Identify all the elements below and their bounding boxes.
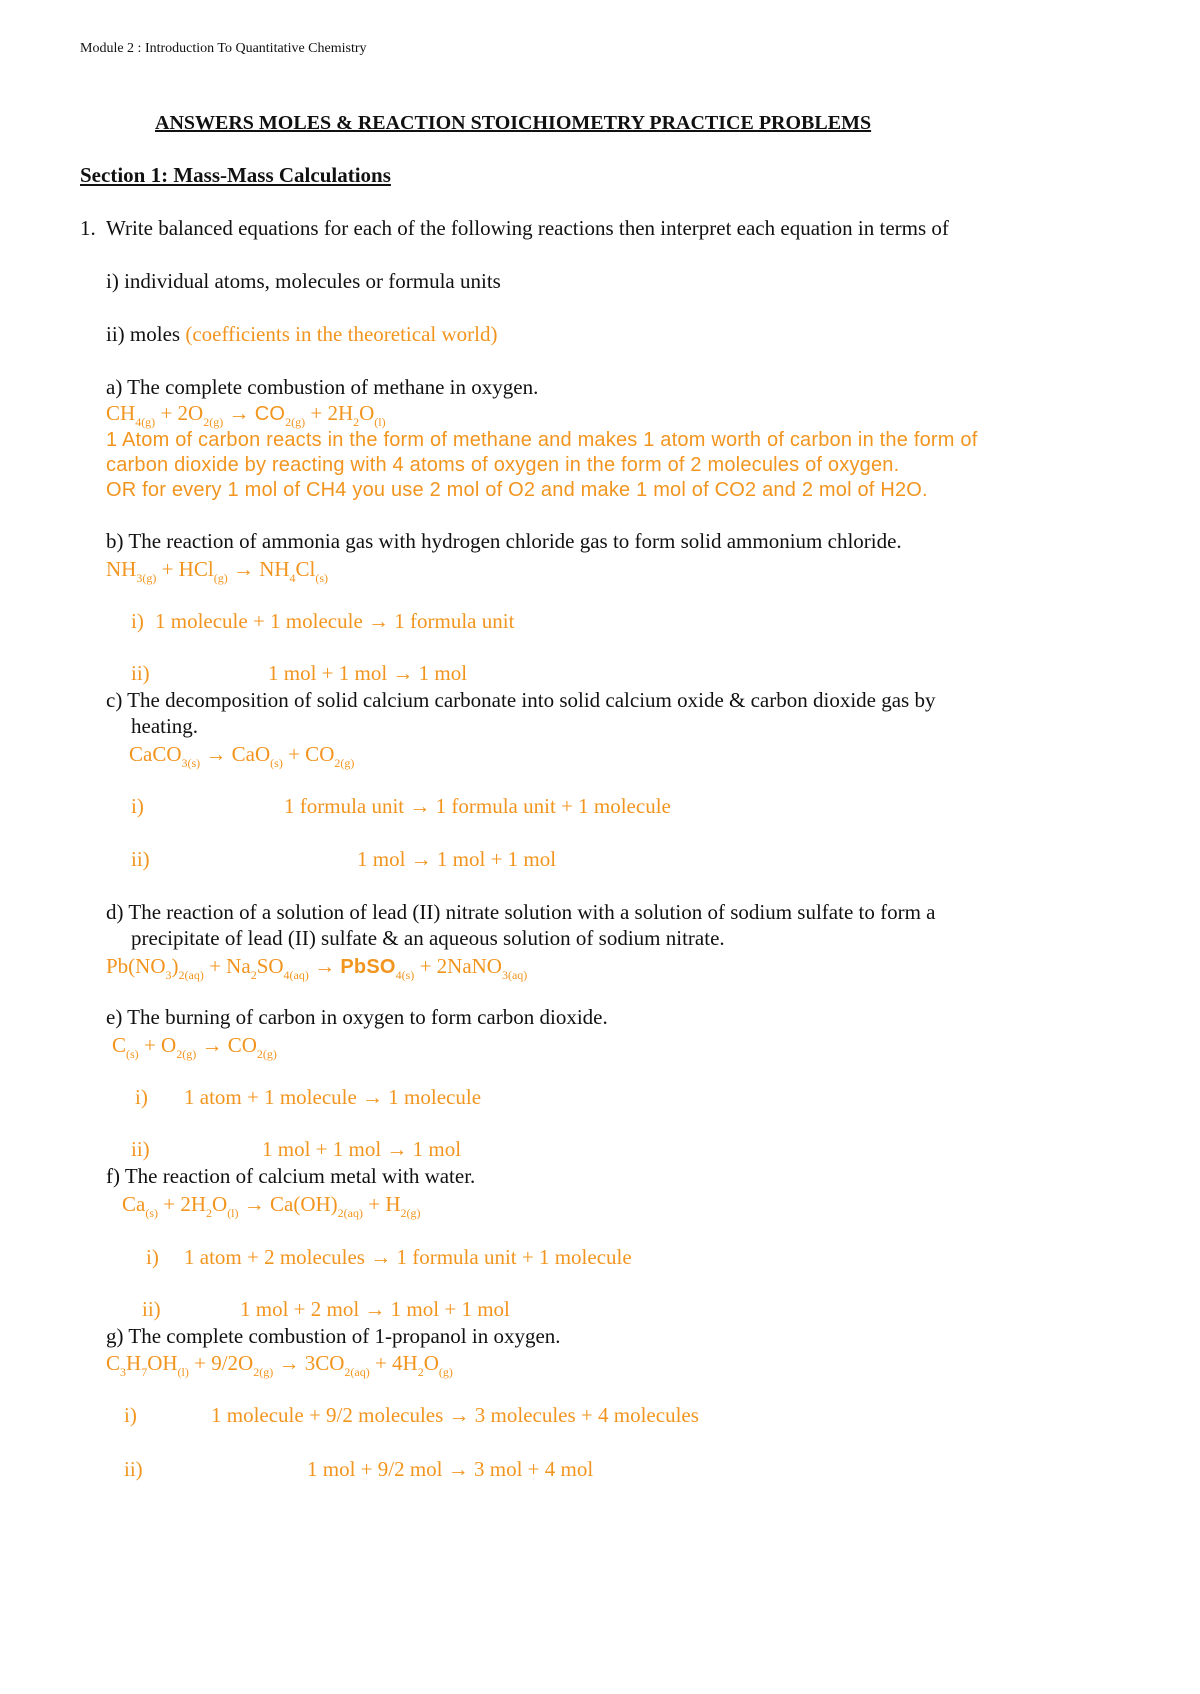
equation-fragment: 2 (206, 1206, 213, 1220)
equation-fragment: (s) (126, 1047, 139, 1061)
part-c-equation (129, 741, 355, 770)
part-c-ii-text: 1 mol → 1 mol + 1 mol (357, 847, 557, 871)
equation-fragment: 2 (353, 415, 360, 429)
part-b-equation (106, 556, 329, 585)
part-f-prompt: f) The reaction of calcium metal with water. (106, 1164, 476, 1188)
equation-fragment: → (308, 954, 341, 978)
equation-fragment: 7 (141, 1365, 148, 1379)
equation-fragment: → 3CO (273, 1351, 345, 1375)
equation-fragment: 2(g) (334, 756, 355, 770)
equation-fragment: 3 (165, 968, 172, 982)
part-f-ii-label: ii) (142, 1297, 161, 1321)
equation-fragment: (l) (177, 1365, 189, 1379)
equation-fragment: (s) (270, 756, 283, 770)
equation-fragment: NH (106, 557, 137, 581)
equation-fragment: + O (138, 1033, 177, 1057)
equation-fragment: 4(g) (135, 415, 156, 429)
equation-fragment: 4(aq) (283, 968, 309, 982)
equation-fragment: (l) (374, 415, 386, 429)
equation-fragment: 2(g) (253, 1365, 274, 1379)
equation-fragment: + CO (282, 742, 335, 766)
page-title: ANSWERS MOLES & REACTION STOICHIOMETRY PRACTICE PROBLEMS (155, 112, 872, 134)
equation-fragment: + H (363, 1192, 401, 1216)
part-e-ii-text: 1 mol + 1 mol → 1 mol (262, 1137, 462, 1161)
part-b-prompt: b) The reaction of ammonia gas with hydrogen chloride gas to form solid ammonium chloride. (106, 529, 902, 553)
part-e-i-label: i) (135, 1085, 148, 1109)
part-f-i-text: 1 atom + 2 molecules → 1 formula unit + 1 molecule (184, 1245, 632, 1269)
equation-fragment: CH (106, 401, 136, 425)
equation-fragment: O (423, 1351, 439, 1375)
equation-fragment: 2(aq) (178, 968, 204, 982)
equation-fragment: Ca (122, 1192, 146, 1216)
part-e-ii-label: ii) (131, 1137, 150, 1161)
part-b-i-label: i) (131, 609, 144, 633)
part-c-prompt-cont: heating. (131, 714, 199, 738)
part-c-i-label: i) (131, 794, 144, 818)
part-e-i-text: 1 atom + 1 molecule → 1 molecule (184, 1085, 482, 1109)
equation-fragment: (g) (438, 1365, 453, 1379)
part-f-ii-text: 1 mol + 2 mol → 1 mol + 1 mol (240, 1297, 510, 1321)
equation-fragment: → Ca(OH) (238, 1192, 338, 1216)
equation-fragment: 2(g) (176, 1047, 197, 1061)
equation-fragment: PbSO (340, 956, 396, 978)
equation-fragment: + Na (203, 954, 251, 978)
interpretation-ii (106, 321, 497, 347)
part-a-explanation-1: 1 Atom of carbon reacts in the form of methane and makes 1 atom worth of carbon in the form of (106, 429, 978, 451)
running-header: Module 2 : Introduction To Quantitative Chemistry (80, 41, 367, 56)
equation-fragment: (l) (227, 1206, 239, 1220)
equation-fragment: + HCl (156, 557, 214, 581)
equation-fragment: 2 (417, 1365, 424, 1379)
interpretation-i: i) individual atoms, molecules or formula units (106, 269, 501, 293)
part-g-ii-label: ii) (124, 1457, 143, 1481)
equation-fragment: C (112, 1033, 127, 1057)
equation-fragment: (g) (213, 571, 228, 585)
part-b-ii-label: ii) (131, 661, 150, 685)
equation-fragment: → (223, 401, 255, 425)
equation-fragment: OH (147, 1351, 178, 1375)
part-b-ii-text: 1 mol + 1 mol → 1 mol (268, 661, 468, 685)
equation-fragment: + 2O (155, 401, 204, 425)
part-g-ii-text: 1 mol + 9/2 mol → 3 mol + 4 mol (307, 1457, 594, 1481)
equation-fragment: H (126, 1351, 142, 1375)
equation-fragment: 3(g) (136, 571, 157, 585)
equation-fragment: Pb(NO (106, 954, 166, 978)
equation-fragment: (s) (145, 1206, 158, 1220)
part-c-prompt: c) The decomposition of solid calcium carbonate into solid calcium oxide & carbon dioxide gas by (106, 688, 936, 712)
equation-fragment: + 9/2O (188, 1351, 254, 1375)
equation-fragment: 2 (250, 968, 257, 982)
equation-fragment: + 2NaNO (414, 954, 502, 978)
part-a-explanation-2: carbon dioxide by reacting with 4 atoms of oxygen in the form of 2 molecules of oxygen. (106, 454, 900, 476)
equation-fragment: CaCO (129, 742, 182, 766)
equation-fragment: 2(g) (256, 1047, 277, 1061)
equation-fragment: O (359, 401, 375, 425)
part-e-prompt: e) The burning of carbon in oxygen to form carbon dioxide. (106, 1005, 608, 1029)
question-number: 1. (80, 216, 96, 240)
part-f-i-label: i) (146, 1245, 159, 1269)
part-e-equation (112, 1032, 277, 1061)
equation-fragment: → CO (196, 1033, 257, 1057)
part-d-prompt: d) The reaction of a solution of lead (II) nitrate solution with a solution of sodium sulfate to form a (106, 900, 936, 924)
equation-fragment: 2(aq) (344, 1365, 370, 1379)
section-heading: Section 1: Mass-Mass Calculations (80, 163, 391, 187)
part-g-i-text: 1 molecule + 9/2 molecules → 3 molecules + 4 molecules (211, 1403, 699, 1427)
equation-fragment: 3(s) (181, 756, 201, 770)
part-c-ii-label: ii) (131, 847, 150, 871)
question-text: Write balanced equations for each of the following reactions then interpret each equation in terms of (106, 216, 949, 240)
equation-fragment: C (106, 1351, 121, 1375)
part-g-equation (106, 1350, 453, 1379)
part-b-i-text: 1 molecule + 1 molecule → 1 formula unit (155, 609, 515, 633)
equation-fragment: 2(g) (400, 1206, 421, 1220)
equation-fragment: 4 (289, 571, 296, 585)
part-f-equation (122, 1191, 421, 1220)
part-a-equation (106, 400, 386, 427)
equation-fragment: + 4H (369, 1351, 418, 1375)
equation-fragment: 3 (120, 1365, 127, 1379)
equation-fragment: + 2H (305, 401, 354, 425)
equation-fragment: 2(aq) (337, 1206, 363, 1220)
equation-fragment: ) (171, 954, 179, 978)
equation-fragment: Cl (295, 557, 316, 581)
equation-fragment: 3(aq) (501, 968, 528, 982)
equation-fragment: 2(g) (203, 415, 224, 429)
equation-fragment: O (212, 1192, 228, 1216)
equation-fragment: 2(g) (285, 415, 306, 429)
interpretation-ii-label: ii) moles (106, 322, 186, 346)
equation-fragment: + 2H (158, 1192, 207, 1216)
equation-fragment: CO (254, 403, 286, 425)
part-g-prompt: g) The complete combustion of 1-propanol in oxygen. (106, 1324, 561, 1348)
part-d-prompt-cont: precipitate of lead (II) sulfate & an aqueous solution of sodium nitrate. (131, 926, 725, 950)
part-g-i-label: i) (124, 1403, 137, 1427)
equation-fragment: (s) (315, 571, 329, 585)
part-a-prompt: a) The complete combustion of methane in oxygen. (106, 375, 539, 399)
interpretation-ii-note: (coefficients in the theoretical world) (185, 322, 498, 346)
equation-fragment: → CaO (200, 742, 271, 766)
equation-fragment: → NH (227, 557, 290, 581)
part-a-explanation-3: OR for every 1 mol of CH4 you use 2 mol of O2 and make 1 mol of CO2 and 2 mol of H2O. (106, 479, 928, 501)
part-d-equation (106, 953, 527, 980)
part-c-i-text: 1 formula unit → 1 formula unit + 1 molecule (284, 794, 671, 818)
equation-fragment: SO (256, 954, 284, 978)
equation-fragment: 4(s) (395, 968, 415, 982)
